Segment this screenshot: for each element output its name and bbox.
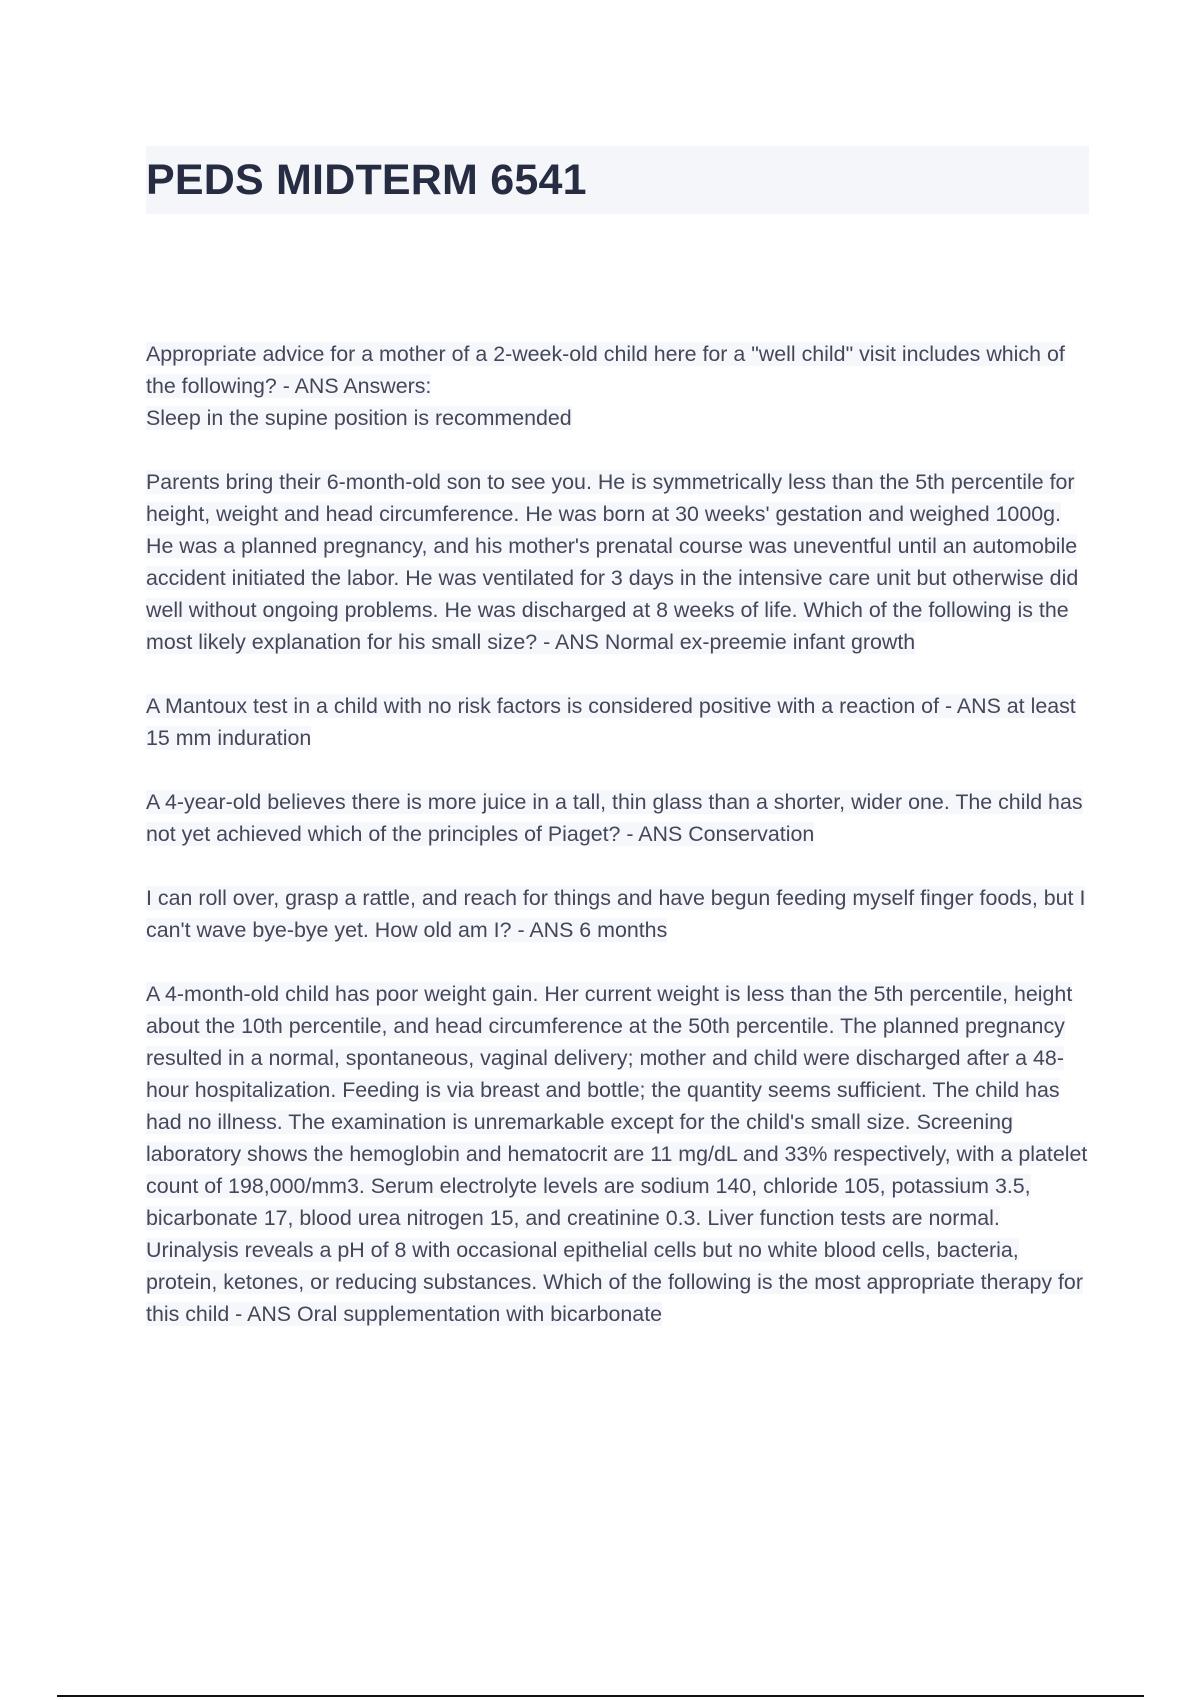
qa-item-2 (146, 466, 1092, 658)
answer-text: ANS Answers: (294, 374, 432, 398)
qa-item-4 (146, 786, 1092, 850)
answer-text: ANS Oral supplementation with bicarbonate (247, 1302, 663, 1326)
qa-item-1 (146, 338, 1092, 434)
page-bottom-rule (57, 1695, 1144, 1697)
document-body (146, 338, 1092, 1362)
document-title: PEDS MIDTERM 6541 (146, 156, 587, 204)
question-text: A 4-month-old child has poor weight gain. Her current weight is less than the 5th percentile, height about the 10th percentile, and head circumference at the 50th percentile. The planned pregnancy resulted in a normal, spontaneous, vaginal delivery; mother and child were discharged after a 48-hour hospitalization. Feeding is via breast and bottle; the quantity seems sufficient. The child has had no illness. The examination is unremarkable except for the child's small size. Screening laboratory shows the hemoglobin and hematocrit are 11 mg/dL and 33% respectively, with a platelet count of 198,000/mm3. Serum electrolyte levels are sodium 140, chloride 105, potassium 3.5, bicarbonate 17, blood urea nitrogen 15, and creatinine 0.3. Liver function tests are normal. Urinalysis reveals a pH of 8 with occasional epithelial cells but no white blood cells, bacteria, protein, ketones, or reducing substances. Which of the following is the most appropriate therapy for this child - (146, 982, 1088, 1326)
question-text: I can roll over, grasp a rattle, and reach for things and have begun feeding myself finger foods, but I can't wave bye-bye yet. How old am I? - (146, 886, 1086, 942)
qa-item-6 (146, 978, 1092, 1330)
question-text: A 4-year-old believes there is more juice in a tall, thin glass than a shorter, wider one. The child has not yet achieved which of the principles of Piaget? - (146, 790, 1083, 846)
question-text: Appropriate advice for a mother of a 2-week-old child here for a "well child" visit includes which of the following? - (146, 342, 1065, 398)
question-text: Parents bring their 6-month-old son to see you. He is symmetrically less than the 5th percentile for height, weight and head circumference. He was born at 30 weeks' gestation and weighed 1000g. He was a planned pregnancy, and his mother's prenatal course was uneventful until an automobile accident initiated the labor. He was ventilated for 3 days in the intensive care unit but otherwise did well without ongoing problems. He was discharged at 8 weeks of life. Which of the following is the most likely explanation for his small size? - (146, 470, 1079, 654)
answer-text: ANS Normal ex-preemie infant growth (554, 630, 916, 654)
qa-item-3 (146, 690, 1092, 754)
answer-text-continued: Sleep in the supine position is recommended (146, 406, 572, 430)
answer-text: ANS at least 15 mm induration (146, 694, 1076, 750)
answer-text: ANS Conservation (638, 822, 815, 846)
question-text: A Mantoux test in a child with no risk factors is considered positive with a reaction of - (146, 694, 957, 718)
qa-item-5 (146, 882, 1092, 946)
answer-text: ANS 6 months (529, 918, 668, 942)
